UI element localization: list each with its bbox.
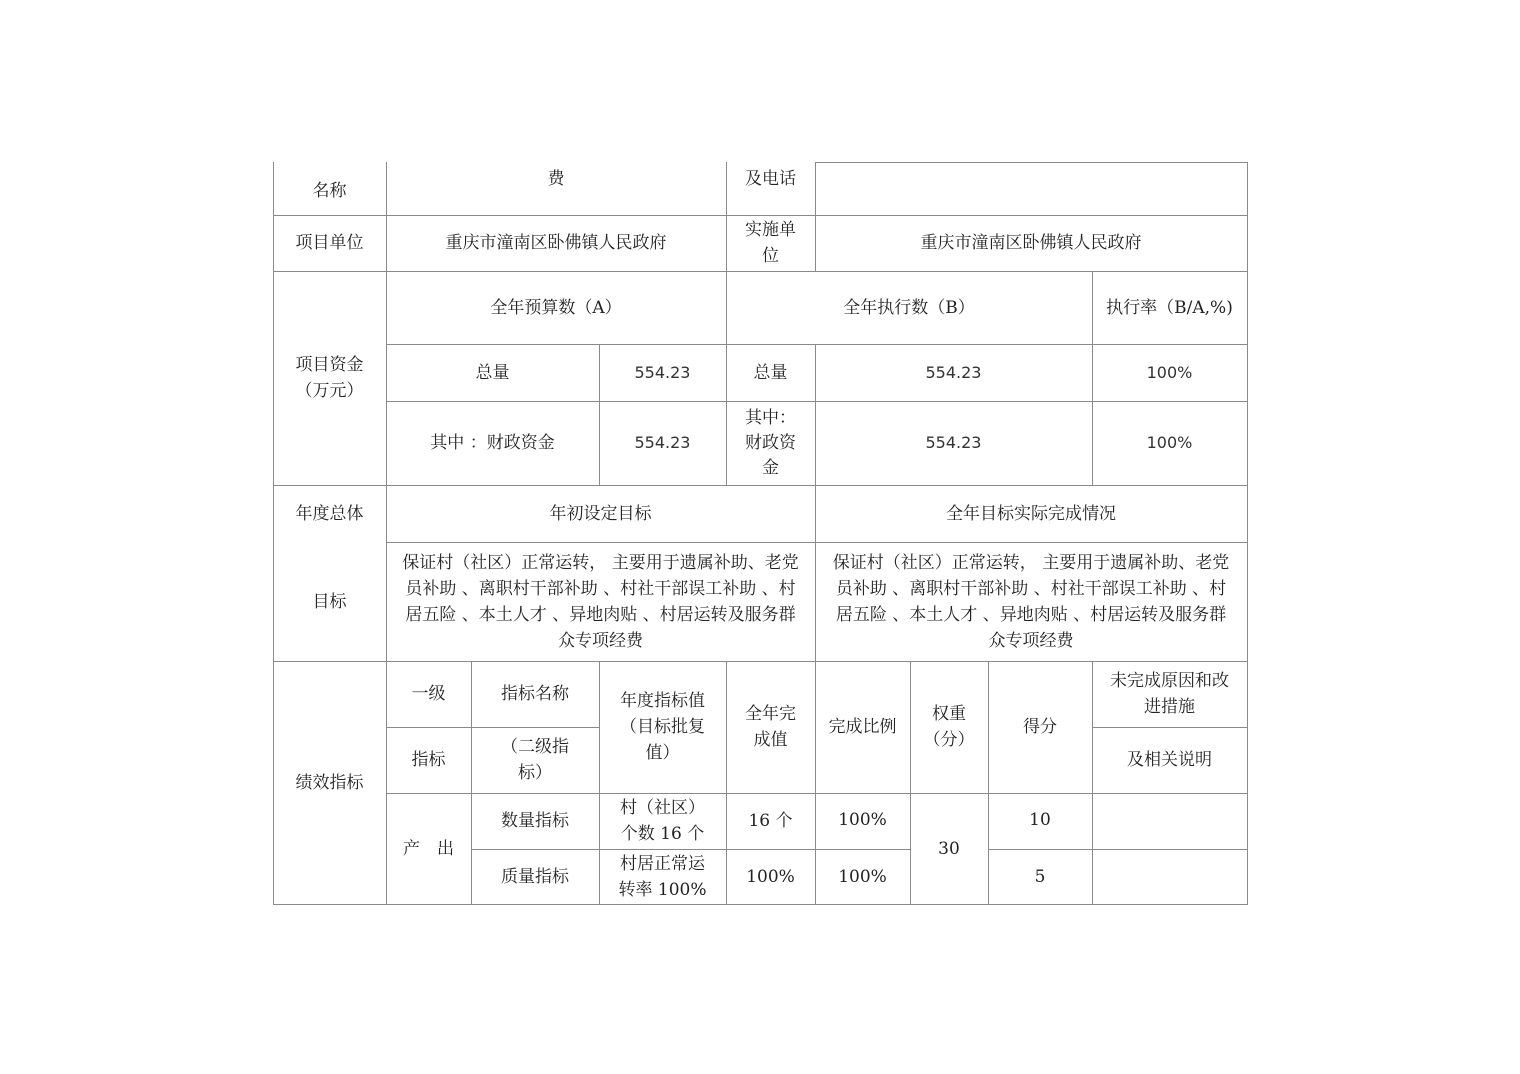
grid-line — [386, 162, 387, 905]
header-level1-b: 指标 — [411, 750, 446, 770]
row2-note — [1092, 849, 1247, 904]
grid-line — [1092, 661, 1093, 905]
project-unit-label: 项目单位 — [295, 233, 364, 253]
grid-line — [273, 271, 1248, 272]
actual-goal-header: 全年目标实际完成情况 — [946, 503, 1116, 524]
project-name-value: 费 — [547, 169, 565, 189]
grid-line — [726, 661, 727, 905]
total-label: 总量 — [475, 362, 510, 383]
grid-line — [273, 485, 1248, 486]
header-full-year: 全年完成值 — [745, 704, 796, 750]
fiscal-label: 其中 ：财政资金 — [430, 433, 555, 453]
grid-line — [1092, 727, 1248, 728]
grid-line — [471, 849, 910, 850]
grid-line — [273, 162, 274, 905]
header-annual-target: 年度指标值（目标批复值） — [620, 691, 705, 763]
actual-goal-text: 保证村（社区）正常运转， 主要用于遗属补助、老党员补助 、离职村干部补助 、村社干部误工补助 、村居五险 、本土人才 、异地肉贴 、村居运转及服务群众专项经费 — [832, 552, 1230, 651]
fiscal-budget-value: 554.23 — [634, 433, 691, 452]
grid-line — [471, 661, 472, 905]
grid-line — [386, 793, 1248, 794]
grid-line — [910, 661, 911, 905]
total-rate-value: 100% — [1146, 362, 1193, 382]
header-ratio: 完成比例 — [828, 717, 897, 737]
grid-line — [386, 344, 1248, 345]
header-level1-a: 一级 — [411, 684, 446, 704]
total-exec-value: 554.23 — [925, 362, 982, 382]
row1-ratio: 100% — [838, 810, 887, 830]
grid-line — [273, 661, 1248, 662]
grid-line — [815, 162, 1248, 163]
performance-label: 绩效指标 — [295, 772, 364, 793]
header-reason-a: 未完成原因和改进措施 — [1110, 671, 1229, 717]
grid-line — [988, 849, 1248, 850]
exec-header: 全年执行数（B） — [843, 297, 975, 318]
initial-goal-header: 年初设定目标 — [549, 503, 652, 524]
row1-score: 10 — [1029, 810, 1051, 830]
impl-unit-value: 重庆市潼南区卧佛镇人民政府 — [920, 233, 1142, 253]
row1-target: 村（社区）个数 16 个 — [620, 798, 705, 844]
fiscal-exec-label: 其中：财政资金 — [745, 407, 796, 478]
grid-line — [988, 661, 989, 905]
contact-value — [815, 162, 1247, 215]
row2-actual: 100% — [746, 866, 795, 887]
grid-line — [599, 344, 600, 485]
grid-line — [815, 661, 816, 905]
grid-line — [273, 215, 1248, 216]
grid-line — [386, 727, 599, 728]
rate-header: 执行率（B/A,%) — [1106, 297, 1233, 318]
funds-label: 项目资金（万元） — [295, 355, 364, 401]
row2-target: 村居正常运转率 100% — [618, 853, 707, 900]
total-exec-label: 总量 — [753, 362, 788, 383]
grid-line — [1247, 162, 1248, 905]
grid-line — [386, 401, 1248, 402]
header-name-b: （二级指标） — [501, 737, 569, 783]
grid-line — [599, 661, 600, 905]
grid-line — [726, 162, 727, 485]
total-budget-value: 554.23 — [634, 362, 691, 382]
row2-score: 5 — [1034, 866, 1046, 887]
header-score: 得分 — [1023, 717, 1057, 737]
grid-line — [1092, 271, 1093, 485]
grid-line — [815, 485, 816, 661]
header-name-a: 指标名称 — [501, 684, 569, 704]
fiscal-exec-value: 554.23 — [925, 433, 982, 452]
row1-actual: 16 个 — [748, 811, 793, 831]
goals-label-line1: 年度总体 — [295, 503, 364, 524]
row1-note — [1092, 793, 1247, 849]
initial-goal-text: 保证村（社区）正常运转， 主要用于遗属补助、老党员补助 、离职村干部补助 、村社干部误工补助 、村居五险 、本土人才 、异地肉贴 、村居运转及服务群众专项经费 — [402, 552, 799, 651]
grid-line — [815, 162, 816, 271]
project-name-label: 名称 — [312, 180, 347, 201]
goals-label-line2: 目标 — [312, 591, 347, 612]
project-unit-value: 重庆市潼南区卧佛镇人民政府 — [445, 233, 667, 253]
grid-line — [273, 542, 386, 543]
fiscal-rate-value: 100% — [1146, 433, 1193, 452]
row2-indicator-name: 质量指标 — [501, 866, 569, 887]
contact-label: 及电话 — [745, 169, 796, 189]
budget-header: 全年预算数（A） — [490, 297, 622, 318]
row1-indicator-name: 数量指标 — [501, 811, 569, 831]
header-weight: 权重（分） — [923, 704, 975, 750]
grid-line — [273, 904, 1248, 905]
row2-ratio: 100% — [838, 866, 887, 887]
header-reason-b: 及相关说明 — [1127, 750, 1212, 770]
impl-unit-label: 实施单位 — [745, 220, 796, 266]
category-output: 产 出 — [403, 838, 454, 859]
weight-value: 30 — [938, 838, 960, 859]
grid-line — [815, 344, 816, 485]
grid-line — [386, 542, 1248, 543]
